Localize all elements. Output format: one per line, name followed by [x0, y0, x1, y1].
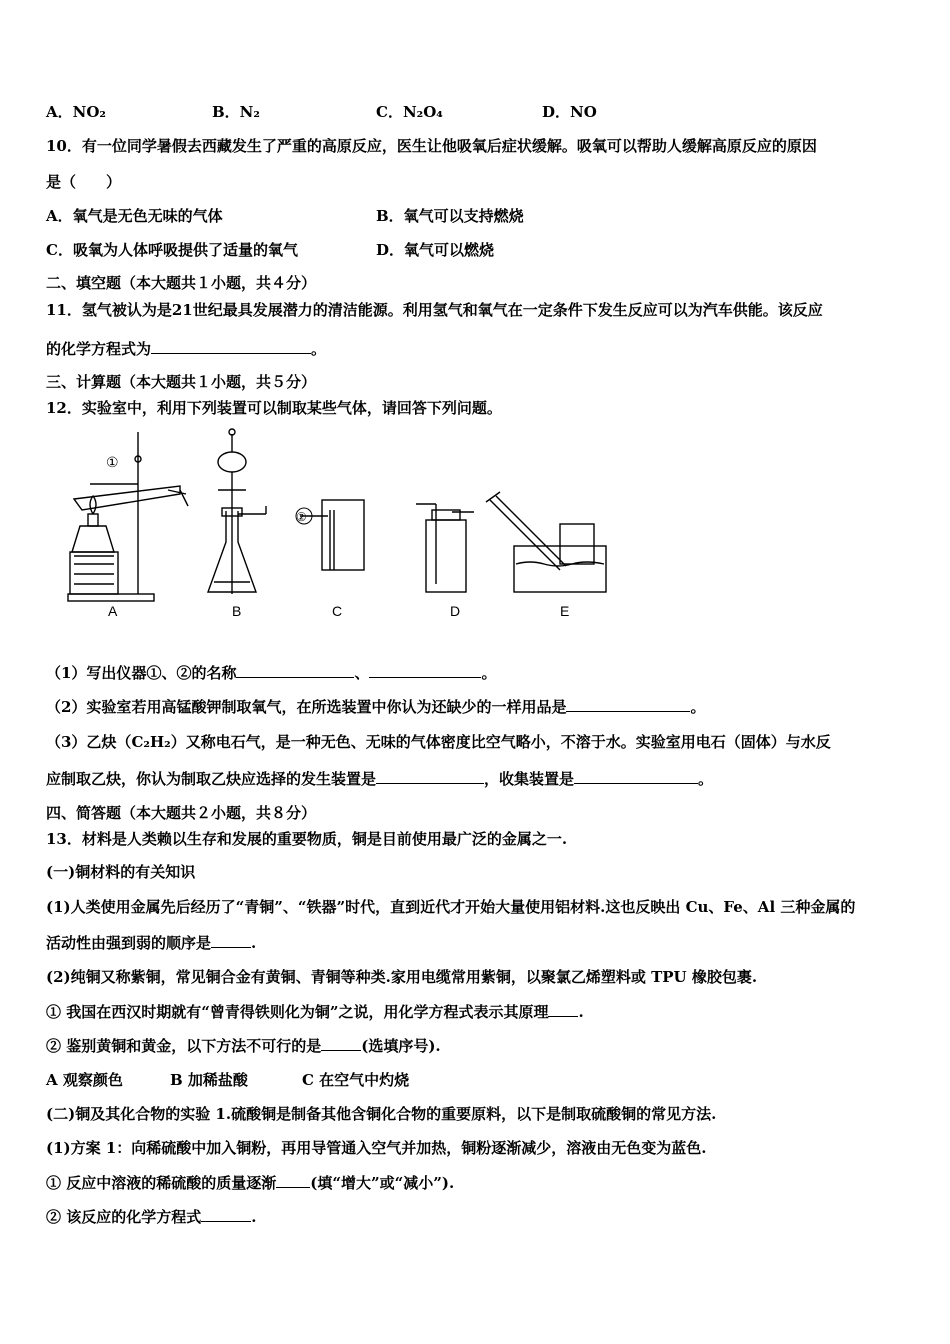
section-heading-calc: 三、计算题（本大题共１小题，共５分） [46, 373, 317, 391]
q12-part3-text2: ，收集装置是 [484, 770, 575, 788]
period: . [578, 1003, 584, 1021]
q13-s2-ii-end: (选填序号). [361, 1037, 441, 1055]
apparatus-b [208, 429, 266, 594]
svg-text:E: E [560, 603, 570, 619]
q12-part3: （3）乙炔（C₂H₂）又称电石气，是一种无色、无味的气体密度比空气略小，不溶于水。实验室用电石（固体）与水反 [46, 733, 831, 751]
q13-s2-ii [46, 1036, 441, 1056]
answer-blank[interactable] [376, 769, 484, 784]
option-b: B．N₂ [212, 103, 260, 121]
q13-scheme1-ii-text: ② 该反应的化学方程式 [46, 1208, 202, 1226]
q10-stem-cont: 是（ ） [46, 173, 122, 191]
option-c: C．N₂O₄ [376, 103, 443, 121]
period: . [251, 934, 257, 952]
answer-blank[interactable] [369, 663, 481, 678]
option-a: A．NO₂ [46, 103, 106, 121]
answer-blank[interactable] [321, 1036, 361, 1051]
svg-text:A: A [108, 603, 118, 619]
q10-stem: 10．有一位同学暑假去西藏发生了严重的高原反应，医生让他吸氧后症状缓解。吸氧可以帮助人缓解高原反应的原因 [46, 137, 817, 155]
q12-part2 [46, 697, 705, 717]
section-heading-fill: 二、填空题（本大题共１小题，共４分） [46, 274, 317, 292]
separator: 、 [354, 664, 370, 682]
svg-text:②: ② [296, 510, 307, 524]
q12-part2-text: （2）实验室若用高锰酸钾制取氧气，在所选装置中你认为还缺少的一样用品是 [46, 698, 567, 716]
q12-part1 [46, 663, 496, 683]
answer-blank[interactable] [211, 933, 251, 948]
q11-stem: 11．氢气被认为是21世纪最具发展潜力的清洁能源。利用氢气和氧气在一定条件下发生反应可以为汽车供能。该反应 [46, 301, 823, 319]
apparatus-figure [60, 424, 620, 629]
q10-option-d: D．氧气可以燃烧 [376, 241, 495, 259]
q13-s1-cont [46, 933, 256, 953]
q13-scheme1-i-text: ① 反应中溶液的稀硫酸的质量逐渐 [46, 1174, 277, 1192]
q13-scheme1-ii [46, 1207, 256, 1227]
choice-b: B 加稀盐酸 [170, 1071, 248, 1089]
q11-answer-line [46, 339, 326, 359]
q12-part3-cont [46, 769, 713, 789]
q13-s2-ii-text: ② 鉴别黄铜和黄金，以下方法不可行的是 [46, 1037, 322, 1055]
section-heading-short: 四、简答题（本大题共２小题，共８分） [46, 804, 317, 822]
q12-stem: 12．实验室中，利用下列装置可以制取某些气体，请回答下列问题。 [46, 399, 502, 417]
q13-scheme1-i [46, 1173, 454, 1193]
q13-s2-i [46, 1002, 584, 1022]
period: 。 [690, 698, 706, 716]
q12-part1-text: （1）写出仪器①、②的名称 [46, 664, 237, 682]
option-d: D．NO [542, 103, 597, 121]
svg-text:①: ① [106, 455, 119, 471]
q10-option-b: B．氧气可以支持燃烧 [376, 207, 524, 225]
period: 。 [698, 770, 714, 788]
q13-s1: (1)人类使用金属先后经历了“青铜”、“铁器”时代，直到近代才开始大量使用铝材料.这也反映出 Cu、Fe、Al 三种金属的 [46, 898, 856, 916]
choice-a: A 观察颜色 [46, 1071, 123, 1089]
answer-blank[interactable] [276, 1173, 310, 1188]
period: . [251, 1208, 257, 1226]
period: 。 [481, 664, 497, 682]
q12-part3-text: 应制取乙炔，你认为制取乙炔应选择的发生装置是 [46, 770, 377, 788]
q10-option-a: A．氧气是无色无味的气体 [46, 207, 223, 225]
q13-part2-title: (二)铜及其化合物的实验 1.硫酸铜是制备其他含铜化合物的重要原料，以下是制取硫酸铜的常见方法. [46, 1105, 717, 1123]
svg-text:B: B [232, 603, 242, 619]
answer-blank[interactable] [151, 339, 311, 354]
apparatus-d [416, 504, 474, 592]
apparatus-a [68, 432, 188, 601]
q10-option-c: C．吸氧为人体呼吸提供了适量的氧气 [46, 241, 298, 259]
q13-scheme1: (1)方案 1：向稀硫酸中加入铜粉，再用导管通入空气并加热，铜粉逐渐减少，溶液由无色变为蓝色. [46, 1139, 707, 1157]
q11-end: 。 [311, 340, 327, 358]
svg-text:D: D [450, 603, 461, 619]
answer-blank[interactable] [566, 697, 690, 712]
apparatus-e [486, 492, 606, 592]
answer-blank[interactable] [201, 1207, 251, 1222]
answer-blank[interactable] [574, 769, 698, 784]
q13-s1-text: 活动性由强到弱的顺序是 [46, 934, 212, 952]
svg-text:C: C [332, 603, 343, 619]
answer-blank[interactable] [236, 663, 354, 678]
choice-c: C 在空气中灼烧 [302, 1071, 410, 1089]
q13-part1-title: (一)铜材料的有关知识 [46, 863, 196, 881]
answer-blank[interactable] [548, 1002, 578, 1017]
q13-scheme1-i-end: (填“增大”或“减小”). [310, 1174, 455, 1192]
q13-stem: 13．材料是人类赖以生存和发展的重要物质，铜是目前使用最广泛的金属之一. [46, 830, 568, 848]
q11-prompt: 的化学方程式为 [46, 340, 152, 358]
q13-s2: (2)纯铜又称紫铜，常见铜合金有黄铜、青铜等种类.家用电缆常用紫铜，以聚氯乙烯塑料或 TPU 橡胶包裹. [46, 968, 758, 986]
q13-s2-i-text: ① 我国在西汉时期就有“曾青得铁则化为铜”之说，用化学方程式表示其原理 [46, 1003, 549, 1021]
